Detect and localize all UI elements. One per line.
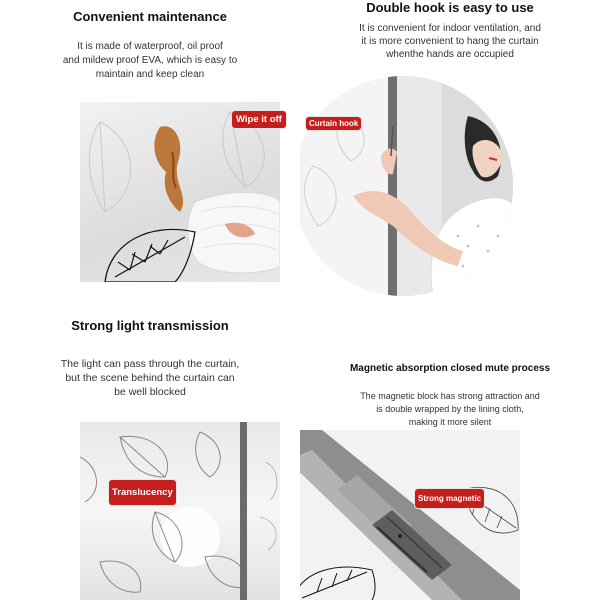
panel-title: Double hook is easy to use (366, 0, 534, 15)
curtain-cleaning-photo (80, 102, 280, 282)
panel-title: Magnetic absorption closed mute process (349, 363, 551, 374)
tag-strong-magnetic: Strong magnetic (415, 489, 484, 508)
tag-translucency: Translucency (109, 480, 176, 505)
panel-strong-light (0, 300, 300, 600)
hook-usage-photo (300, 76, 513, 296)
magnetic-strip-photo (300, 430, 520, 600)
translucent-curtain-photo (80, 422, 280, 600)
panel-description: It is made of waterproof, oil proof and mildew proof EVA, which is easy to maintain and keep clean (62, 41, 238, 80)
tag-wipe-it-off: Wipe it off (232, 111, 286, 128)
panel-description: The magnetic block has strong attraction and is double wrapped by the lining cloth, making it more silent (360, 391, 540, 427)
panel-description: It is convenient for indoor ventilation, and it is more convenient to hang the curtain whenthe hands are occupied (359, 23, 541, 60)
panel-description: The light can pass through the curtain, but the scene behind the curtain can be well blocked (60, 358, 240, 398)
tag-curtain-hook: Curtain hook (306, 117, 361, 130)
panel-convenient-maintenance (0, 0, 300, 300)
panel-title: Convenient maintenance (73, 9, 227, 24)
panel-magnetic-absorption (300, 300, 600, 600)
panel-double-hook (300, 0, 600, 300)
panel-title: Strong light transmission (71, 318, 229, 333)
